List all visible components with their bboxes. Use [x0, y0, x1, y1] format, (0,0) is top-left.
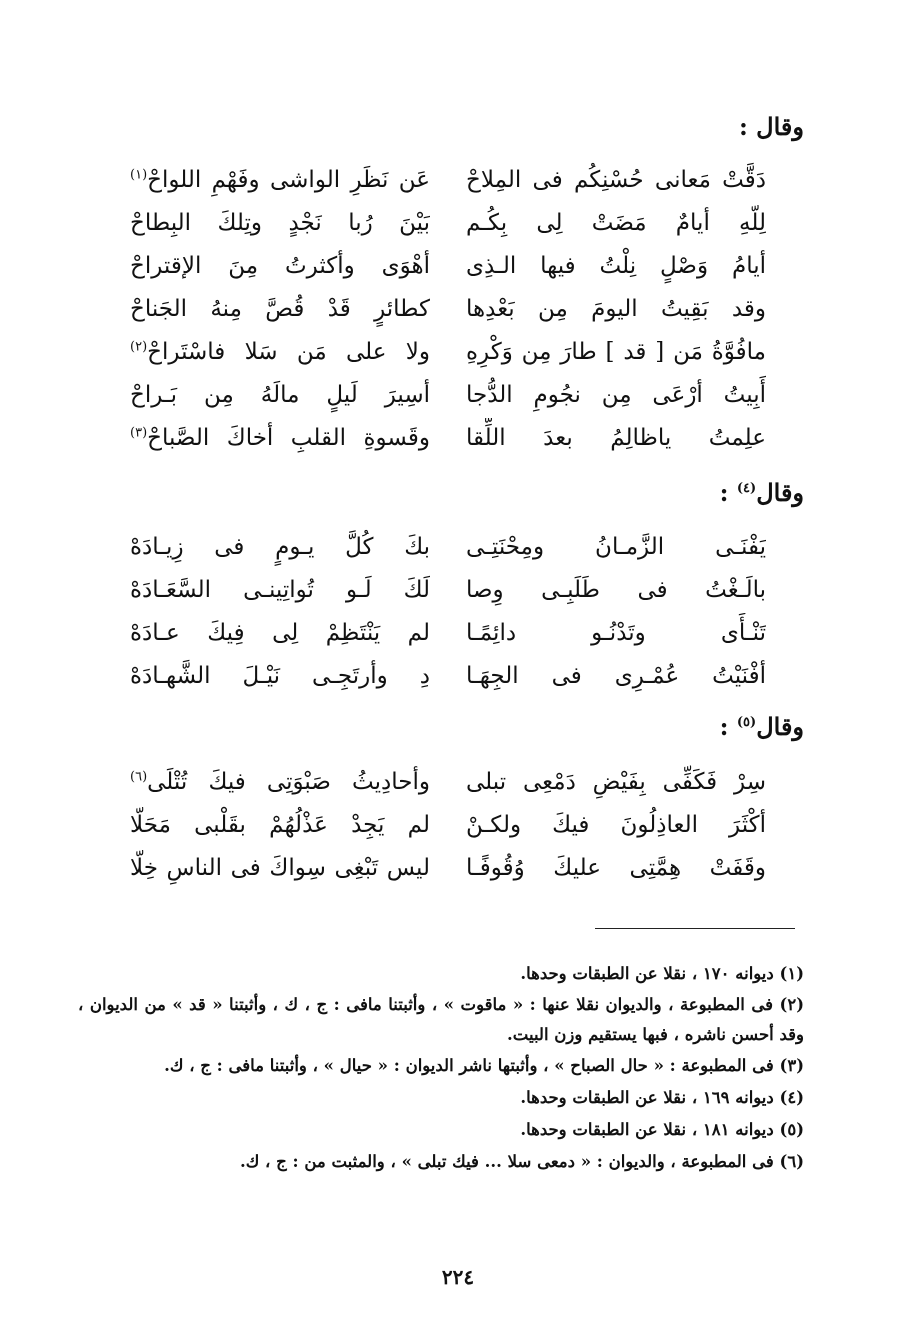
verse: [130, 805, 766, 848]
poem-block: [130, 527, 766, 699]
intro-text: وقال :: [738, 112, 804, 141]
first-hemistich: مافُوَّةُ مَن [ قد ] طارَ مِن وَكْرِهِ: [466, 339, 766, 365]
verse: [130, 246, 766, 289]
intro-colon: :: [719, 478, 729, 507]
poem-block: [130, 160, 766, 461]
first-hemistich: وقد بَقِيتُ اليومَ مِن بَعْدِها: [466, 296, 766, 322]
poem-intro: [720, 712, 804, 742]
footnotes: [78, 958, 804, 1178]
intro-text: وقال: [756, 712, 804, 741]
first-hemistich: سِرْ فَكَفِّى بِفَيْضِ دَمْعِى تبلى: [466, 769, 766, 795]
second-hemistich: دِ وأرتَجِـى نَيْـلَ الشَّهـادَهْ: [130, 663, 430, 689]
second-hemistich: لَكَ لَـو تُواتِينـى السَّعَـادَهْ: [130, 577, 430, 603]
footnote-ref: (٥): [736, 715, 757, 730]
verse: [130, 527, 766, 570]
footnote: (٤) ديوانه ١٦٩ ، نقلا عن الطبقات وحدها.: [520, 1088, 804, 1107]
first-hemistich: علِمتُ ياظالِمُ بعدَ اللِّقا: [466, 425, 766, 451]
verse: [130, 613, 766, 656]
verse: [130, 570, 766, 613]
first-hemistich: أفْنَيْتُ عُمْـرِى فى الجِهَـا: [466, 663, 766, 689]
first-hemistich: أَبِيتُ أرْعَى مِن نجُومِ الدُّجا: [466, 382, 766, 408]
second-hemistich: أسِيرَ لَيلٍ مالَهُ مِن بَـراحْ: [130, 382, 430, 408]
verse: [130, 332, 766, 375]
verse: [130, 762, 766, 805]
first-hemistich: دَقَّتْ مَعانى حُسْنِكُم فى المِلاحْ: [466, 167, 766, 193]
second-hemistich: لم يَنْتَظِمْ لِى فِيكَ عـادَهْ: [130, 620, 430, 646]
second-hemistich: لم يَجِدْ عَذْلُهُمْ بقَلْبى مَحَلّا: [130, 812, 430, 838]
second-hemistich: [130, 418, 430, 458]
second-hemistich: [130, 762, 430, 802]
footnote: (٦) فى المطبوعة ، والديوان : « دمعى سلا ... فيك تبلى » ، والمثبت من : ج ، ك.: [239, 1152, 804, 1171]
footnote-ref: (١): [130, 167, 148, 183]
hemistich-text: ولا على مَن سَلا فاسْتَراحْ: [147, 339, 430, 365]
poem-intro: [739, 112, 804, 142]
footnote-ref: (٣): [130, 425, 148, 441]
footnote: (١) ديوانه ١٧٠ ، نقلا عن الطبقات وحدها.: [520, 964, 804, 983]
footnote: (٢) فى المطبوعة ، والديوان نقلا عنها : « ماقوت » ، وأثبتنا مافى : ج ، ك ، وأثبتنا « قد » من الديوان ، وقد أحسن ناشره ، فبها يستقيم وزن البيت.: [78, 995, 804, 1044]
first-hemistich: لِلّهِ أيامٌ مَضَتْ لِى بِكُـم: [466, 210, 766, 236]
first-hemistich: تَنْـأَى وتَدْنُـو دائِمًـا: [466, 620, 766, 646]
second-hemistich: [130, 160, 430, 200]
second-hemistich: بكَ كُلَّ يـومٍ فى زِيـادَهْ: [130, 534, 430, 560]
footnote: (٣) فى المطبوعة : « حال الصباح » ، وأثبتها ناشر الديوان : « حيال » ، وأثبتنا مافى : ج ، ك.: [164, 1056, 804, 1075]
footnote-ref: (٤): [736, 481, 757, 496]
footnote: (٥) ديوانه ١٨١ ، نقلا عن الطبقات وحدها.: [520, 1120, 804, 1139]
verse: [130, 418, 766, 461]
footnote-ref: (٢): [130, 339, 148, 355]
footnote-ref: (٦): [130, 769, 148, 785]
second-hemistich: بَيْنَ رُبا نَجْدٍ وتِلكَ البِطاحْ: [130, 210, 430, 236]
first-hemistich: أكْثَرَ العاذِلُونَ فيكَ ولكـنْ: [466, 812, 766, 838]
verse: [130, 203, 766, 246]
second-hemistich: كطائرٍ قَدْ قُصَّ مِنهُ الجَناحْ: [130, 296, 430, 322]
verse: [130, 848, 766, 891]
first-hemistich: وقَفَتْ هِمَّتِى عليكَ وُقُوفًـا: [466, 855, 766, 881]
second-hemistich: ليس تَبْغِى سِواكَ فى الناسِ خِلّا: [130, 855, 430, 881]
first-hemistich: بالَـغْتُ فى طَلَبِـى وِصا: [466, 577, 766, 603]
page-number: ٢٢٤: [441, 1265, 475, 1289]
second-hemistich: أهْوَى وأكثرتُ مِنَ الإقتراحْ: [130, 253, 430, 279]
intro-text: وقال: [756, 478, 804, 507]
hemistich-text: وقَسوةِ القلبِ أخاكَ الصَّباحْ: [147, 425, 430, 451]
verse: [130, 656, 766, 699]
first-hemistich: يَفْنَـى الزَّمـانُ ومِحْنَتِـى: [466, 534, 766, 560]
footnote-rule: [595, 928, 795, 929]
poem-intro: [720, 478, 804, 508]
second-hemistich: [130, 332, 430, 372]
intro-colon: :: [719, 712, 729, 741]
verse: [130, 375, 766, 418]
first-hemistich: أيامُ وَصْلٍ نِلْتُ فيها الـذِى: [466, 253, 766, 279]
verse: [130, 289, 766, 332]
hemistich-text: وأحادِيثُ صَبْوَتِى فيكَ تُتْلَى: [147, 769, 430, 795]
hemistich-text: عَن نَظَرِ الواشى وفَهْمِ اللواحْ: [147, 167, 430, 193]
poem-block: [130, 762, 766, 891]
verse: [130, 160, 766, 203]
